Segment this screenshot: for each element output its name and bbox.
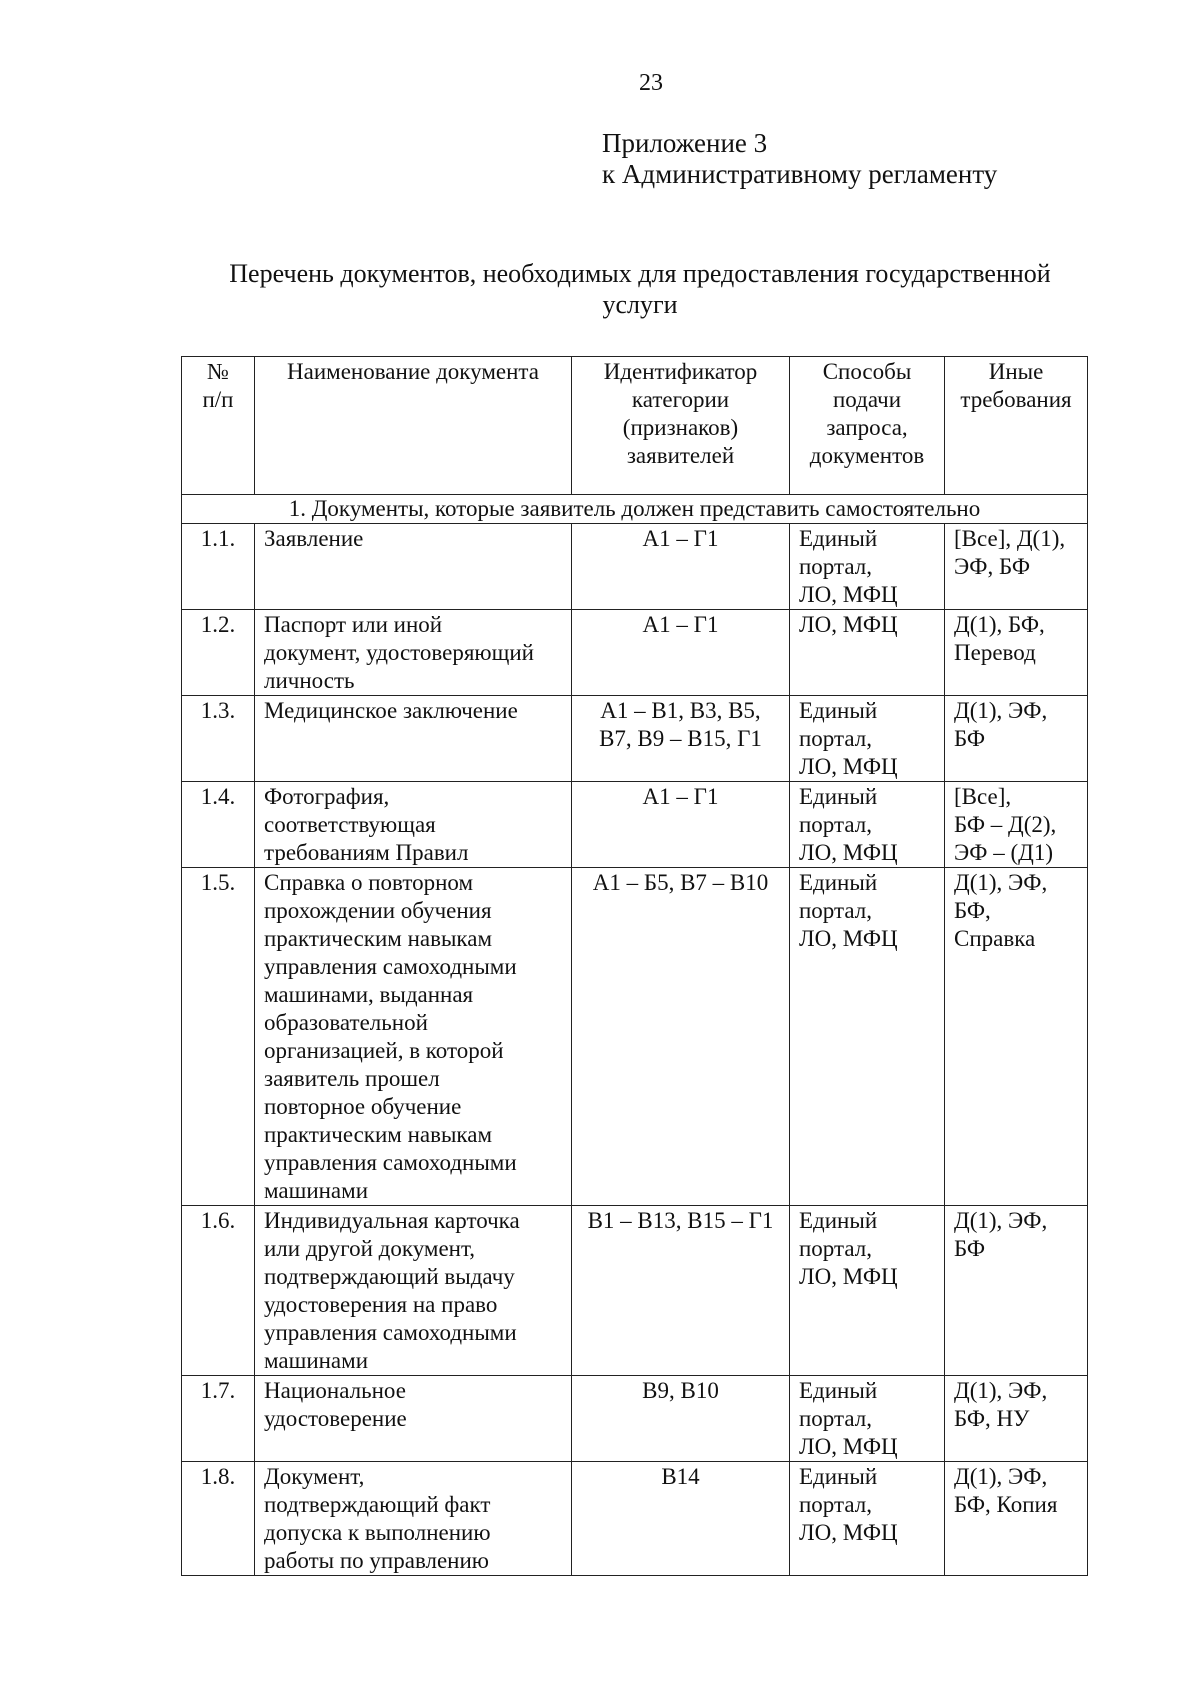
cell-submission-method-line: портал, <box>799 898 872 923</box>
cell-other-requirements-line: БФ, Копия <box>954 1492 1058 1517</box>
header-applicant-category-id-line: (признаков) <box>622 415 739 440</box>
table-row <box>182 1376 1088 1462</box>
cell-other-requirements-line: Д(1), БФ, <box>954 612 1045 637</box>
header-num <box>182 357 255 495</box>
cell-submission-method <box>790 782 945 868</box>
cell-document-name <box>255 782 572 868</box>
cell-applicant-category-line: А1 – В1, В3, В5, <box>600 698 761 723</box>
cell-other-requirements-line: ЭФ, БФ <box>954 554 1030 579</box>
header-other-requirements-line: Иные <box>988 359 1044 384</box>
cell-submission-method <box>790 1206 945 1376</box>
cell-other-requirements-line: Д(1), ЭФ, <box>954 698 1048 723</box>
cell-document-name <box>255 524 572 610</box>
cell-number-line: 1.8. <box>200 1464 236 1489</box>
cell-number <box>182 524 255 610</box>
cell-document-name-line: управления самоходными <box>264 1320 517 1345</box>
table-row <box>182 1462 1088 1576</box>
cell-other-requirements <box>945 696 1088 782</box>
cell-document-name-line: допуска к выполнению <box>264 1520 491 1545</box>
cell-other-requirements-line: БФ, НУ <box>954 1406 1030 1431</box>
cell-document-name-line: Индивидуальная карточка <box>264 1208 520 1233</box>
cell-submission-method <box>790 524 945 610</box>
cell-document-name-line: прохождении обучения <box>264 898 492 923</box>
cell-document-name-line: удостоверение <box>264 1406 407 1431</box>
cell-document-name <box>255 610 572 696</box>
cell-other-requirements-line: БФ – Д(2), <box>954 812 1057 837</box>
cell-other-requirements <box>945 1462 1088 1576</box>
cell-submission-method-line: портал, <box>799 726 872 751</box>
cell-other-requirements-line: ЭФ – (Д1) <box>954 840 1053 865</box>
cell-other-requirements-line: Д(1), ЭФ, <box>954 1464 1048 1489</box>
cell-submission-method <box>790 610 945 696</box>
cell-submission-method-line: Единый <box>799 1378 878 1403</box>
cell-submission-method-line: ЛО, МФЦ <box>799 1264 898 1289</box>
cell-document-name-line: повторное обучение <box>264 1094 462 1119</box>
cell-document-name-line: машинами, выданная <box>264 982 474 1007</box>
cell-applicant-category <box>572 1376 790 1462</box>
cell-applicant-category-line: А1 – Г1 <box>642 526 719 551</box>
header-other-requirements <box>945 357 1088 495</box>
cell-document-name <box>255 696 572 782</box>
cell-number-line: 1.4. <box>200 784 236 809</box>
cell-applicant-category-line: А1 – Г1 <box>642 612 719 637</box>
cell-applicant-category-line: А1 – Г1 <box>642 784 719 809</box>
cell-document-name-line: Справка о повторном <box>264 870 474 895</box>
cell-number-line: 1.2. <box>200 612 236 637</box>
cell-document-name-line: управления самоходными <box>264 1150 517 1175</box>
cell-other-requirements-line: БФ <box>954 726 986 751</box>
header-document-name-line: Наименование документа <box>287 359 539 384</box>
table-row <box>182 782 1088 868</box>
cell-submission-method-line: ЛО, МФЦ <box>799 926 898 951</box>
cell-document-name-line: Заявление <box>264 526 364 551</box>
cell-document-name-line: удостоверения на право <box>264 1292 498 1317</box>
cell-document-name-line: управления самоходными <box>264 954 517 979</box>
document-title-line-1: Перечень документов, необходимых для предоставления государственной <box>229 259 1051 288</box>
cell-other-requirements-line: БФ <box>954 1236 986 1261</box>
table-row <box>182 610 1088 696</box>
cell-submission-method-line: портал, <box>799 554 872 579</box>
cell-number-line: 1.6. <box>200 1208 236 1233</box>
cell-number-line: 1.7. <box>200 1378 236 1403</box>
header-applicant-category-id-line: заявителей <box>626 443 735 468</box>
cell-submission-method-line: Единый <box>799 526 878 551</box>
cell-submission-method <box>790 868 945 1206</box>
cell-number <box>182 1376 255 1462</box>
cell-document-name <box>255 1462 572 1576</box>
cell-submission-method <box>790 1462 945 1576</box>
cell-submission-method-line: ЛО, МФЦ <box>799 1434 898 1459</box>
cell-number <box>182 1206 255 1376</box>
cell-document-name-line: практическим навыкам <box>264 926 493 951</box>
cell-submission-method-line: портал, <box>799 1492 872 1517</box>
cell-submission-method-line: Единый <box>799 870 878 895</box>
cell-submission-method-line: ЛО, МФЦ <box>799 612 898 637</box>
cell-applicant-category-line: В14 <box>661 1464 700 1489</box>
header-submission-methods <box>790 357 945 495</box>
cell-applicant-category-line: В1 – В13, В15 – Г1 <box>587 1208 774 1233</box>
cell-number-line: 1.5. <box>200 870 236 895</box>
cell-other-requirements <box>945 524 1088 610</box>
table-row <box>182 696 1088 782</box>
header-applicant-category-id-line: категории <box>631 387 730 412</box>
cell-document-name-line: организацией, в которой <box>264 1038 504 1063</box>
cell-document-name-line: соответствующая <box>264 812 436 837</box>
cell-document-name-line: машинами <box>264 1178 369 1203</box>
cell-document-name-line: документ, удостоверяющий <box>264 640 534 665</box>
cell-other-requirements-line: Д(1), ЭФ, <box>954 1208 1048 1233</box>
cell-number <box>182 868 255 1206</box>
cell-submission-method-line: Единый <box>799 698 878 723</box>
table-row <box>182 1206 1088 1376</box>
cell-applicant-category <box>572 1462 790 1576</box>
cell-other-requirements-line: Д(1), ЭФ, <box>954 1378 1048 1403</box>
cell-document-name-line: или другой документ, <box>264 1236 476 1261</box>
header-submission-methods-line: Способы <box>822 359 912 384</box>
cell-submission-method-line: Единый <box>799 1208 878 1233</box>
cell-other-requirements-line: Д(1), ЭФ, <box>954 870 1048 895</box>
cell-submission-method-line: ЛО, МФЦ <box>799 754 898 779</box>
cell-submission-method-line: ЛО, МФЦ <box>799 1520 898 1545</box>
cell-submission-method-line: портал, <box>799 812 872 837</box>
cell-number <box>182 782 255 868</box>
header-document-name <box>255 357 572 495</box>
cell-other-requirements-line: Справка <box>954 926 1036 951</box>
header-submission-methods-line: запроса, <box>826 415 908 440</box>
header-num-line: № <box>207 359 229 384</box>
cell-document-name-line: образовательной <box>264 1010 428 1035</box>
documents-table <box>181 356 1088 1576</box>
cell-document-name-line: заявитель прошел <box>264 1066 440 1091</box>
header-num-line: п/п <box>202 387 234 412</box>
cell-applicant-category <box>572 696 790 782</box>
appendix-line-2: к Административному регламенту <box>602 159 998 189</box>
cell-applicant-category-line: В9, В10 <box>642 1378 719 1403</box>
cell-applicant-category <box>572 610 790 696</box>
table-row <box>182 868 1088 1206</box>
header-applicant-category-id-line: Идентификатор <box>603 359 758 384</box>
cell-number <box>182 1462 255 1576</box>
cell-other-requirements-line: БФ, <box>954 898 991 923</box>
header-applicant-category-id <box>572 357 790 495</box>
header-other-requirements-line: требования <box>960 387 1072 412</box>
cell-submission-method-line: портал, <box>799 1236 872 1261</box>
appendix-note <box>602 128 997 190</box>
cell-document-name-line: Документ, <box>264 1464 365 1489</box>
cell-document-name-line: Фотография, <box>264 784 390 809</box>
cell-document-name-line: работы по управлению <box>264 1548 489 1573</box>
cell-other-requirements-line: [Все], <box>954 784 1012 809</box>
cell-submission-method-line: портал, <box>799 1406 872 1431</box>
cell-other-requirements <box>945 868 1088 1206</box>
document-title <box>150 258 1130 320</box>
cell-other-requirements <box>945 1376 1088 1462</box>
cell-number-line: 1.3. <box>200 698 236 723</box>
cell-number-line: 1.1. <box>200 526 236 551</box>
cell-document-name-line: Паспорт или иной <box>264 612 443 637</box>
cell-submission-method <box>790 696 945 782</box>
cell-number <box>182 610 255 696</box>
cell-applicant-category <box>572 782 790 868</box>
cell-document-name <box>255 1376 572 1462</box>
cell-other-requirements-line: Перевод <box>954 640 1036 665</box>
cell-document-name-line: практическим навыкам <box>264 1122 493 1147</box>
cell-submission-method-line: ЛО, МФЦ <box>799 840 898 865</box>
table-header-row <box>182 357 1088 495</box>
cell-document-name-line: подтверждающий выдачу <box>264 1264 515 1289</box>
cell-document-name-line: личность <box>264 668 355 693</box>
cell-submission-method-line: Единый <box>799 1464 878 1489</box>
cell-applicant-category <box>572 868 790 1206</box>
section-title: 1. Документы, которые заявитель должен представить самостоятельно <box>182 495 1088 524</box>
cell-document-name-line: Национальное <box>264 1378 406 1403</box>
cell-document-name-line: требованиям Правил <box>264 840 469 865</box>
page-number: 23 <box>639 70 663 96</box>
cell-other-requirements <box>945 782 1088 868</box>
cell-submission-method-line: Единый <box>799 784 878 809</box>
cell-other-requirements <box>945 1206 1088 1376</box>
cell-document-name-line: подтверждающий факт <box>264 1492 491 1517</box>
table-row <box>182 524 1088 610</box>
header-submission-methods-line: подачи <box>832 387 901 412</box>
cell-applicant-category <box>572 524 790 610</box>
document-title-line-2: услуги <box>602 290 678 319</box>
cell-document-name <box>255 1206 572 1376</box>
appendix-line-1: Приложение 3 <box>602 128 768 158</box>
section-row <box>182 495 1088 524</box>
cell-applicant-category-line: А1 – Б5, В7 – В10 <box>592 870 769 895</box>
cell-document-name-line: Медицинское заключение <box>264 698 518 723</box>
cell-other-requirements <box>945 610 1088 696</box>
cell-other-requirements-line: [Все], Д(1), <box>954 526 1066 551</box>
cell-applicant-category-line: В7, В9 – В15, Г1 <box>599 726 762 751</box>
cell-number <box>182 696 255 782</box>
header-submission-methods-line: документов <box>809 443 925 468</box>
cell-document-name-line: машинами <box>264 1348 369 1373</box>
cell-submission-method-line: ЛО, МФЦ <box>799 582 898 607</box>
cell-applicant-category <box>572 1206 790 1376</box>
cell-document-name <box>255 868 572 1206</box>
cell-submission-method <box>790 1376 945 1462</box>
